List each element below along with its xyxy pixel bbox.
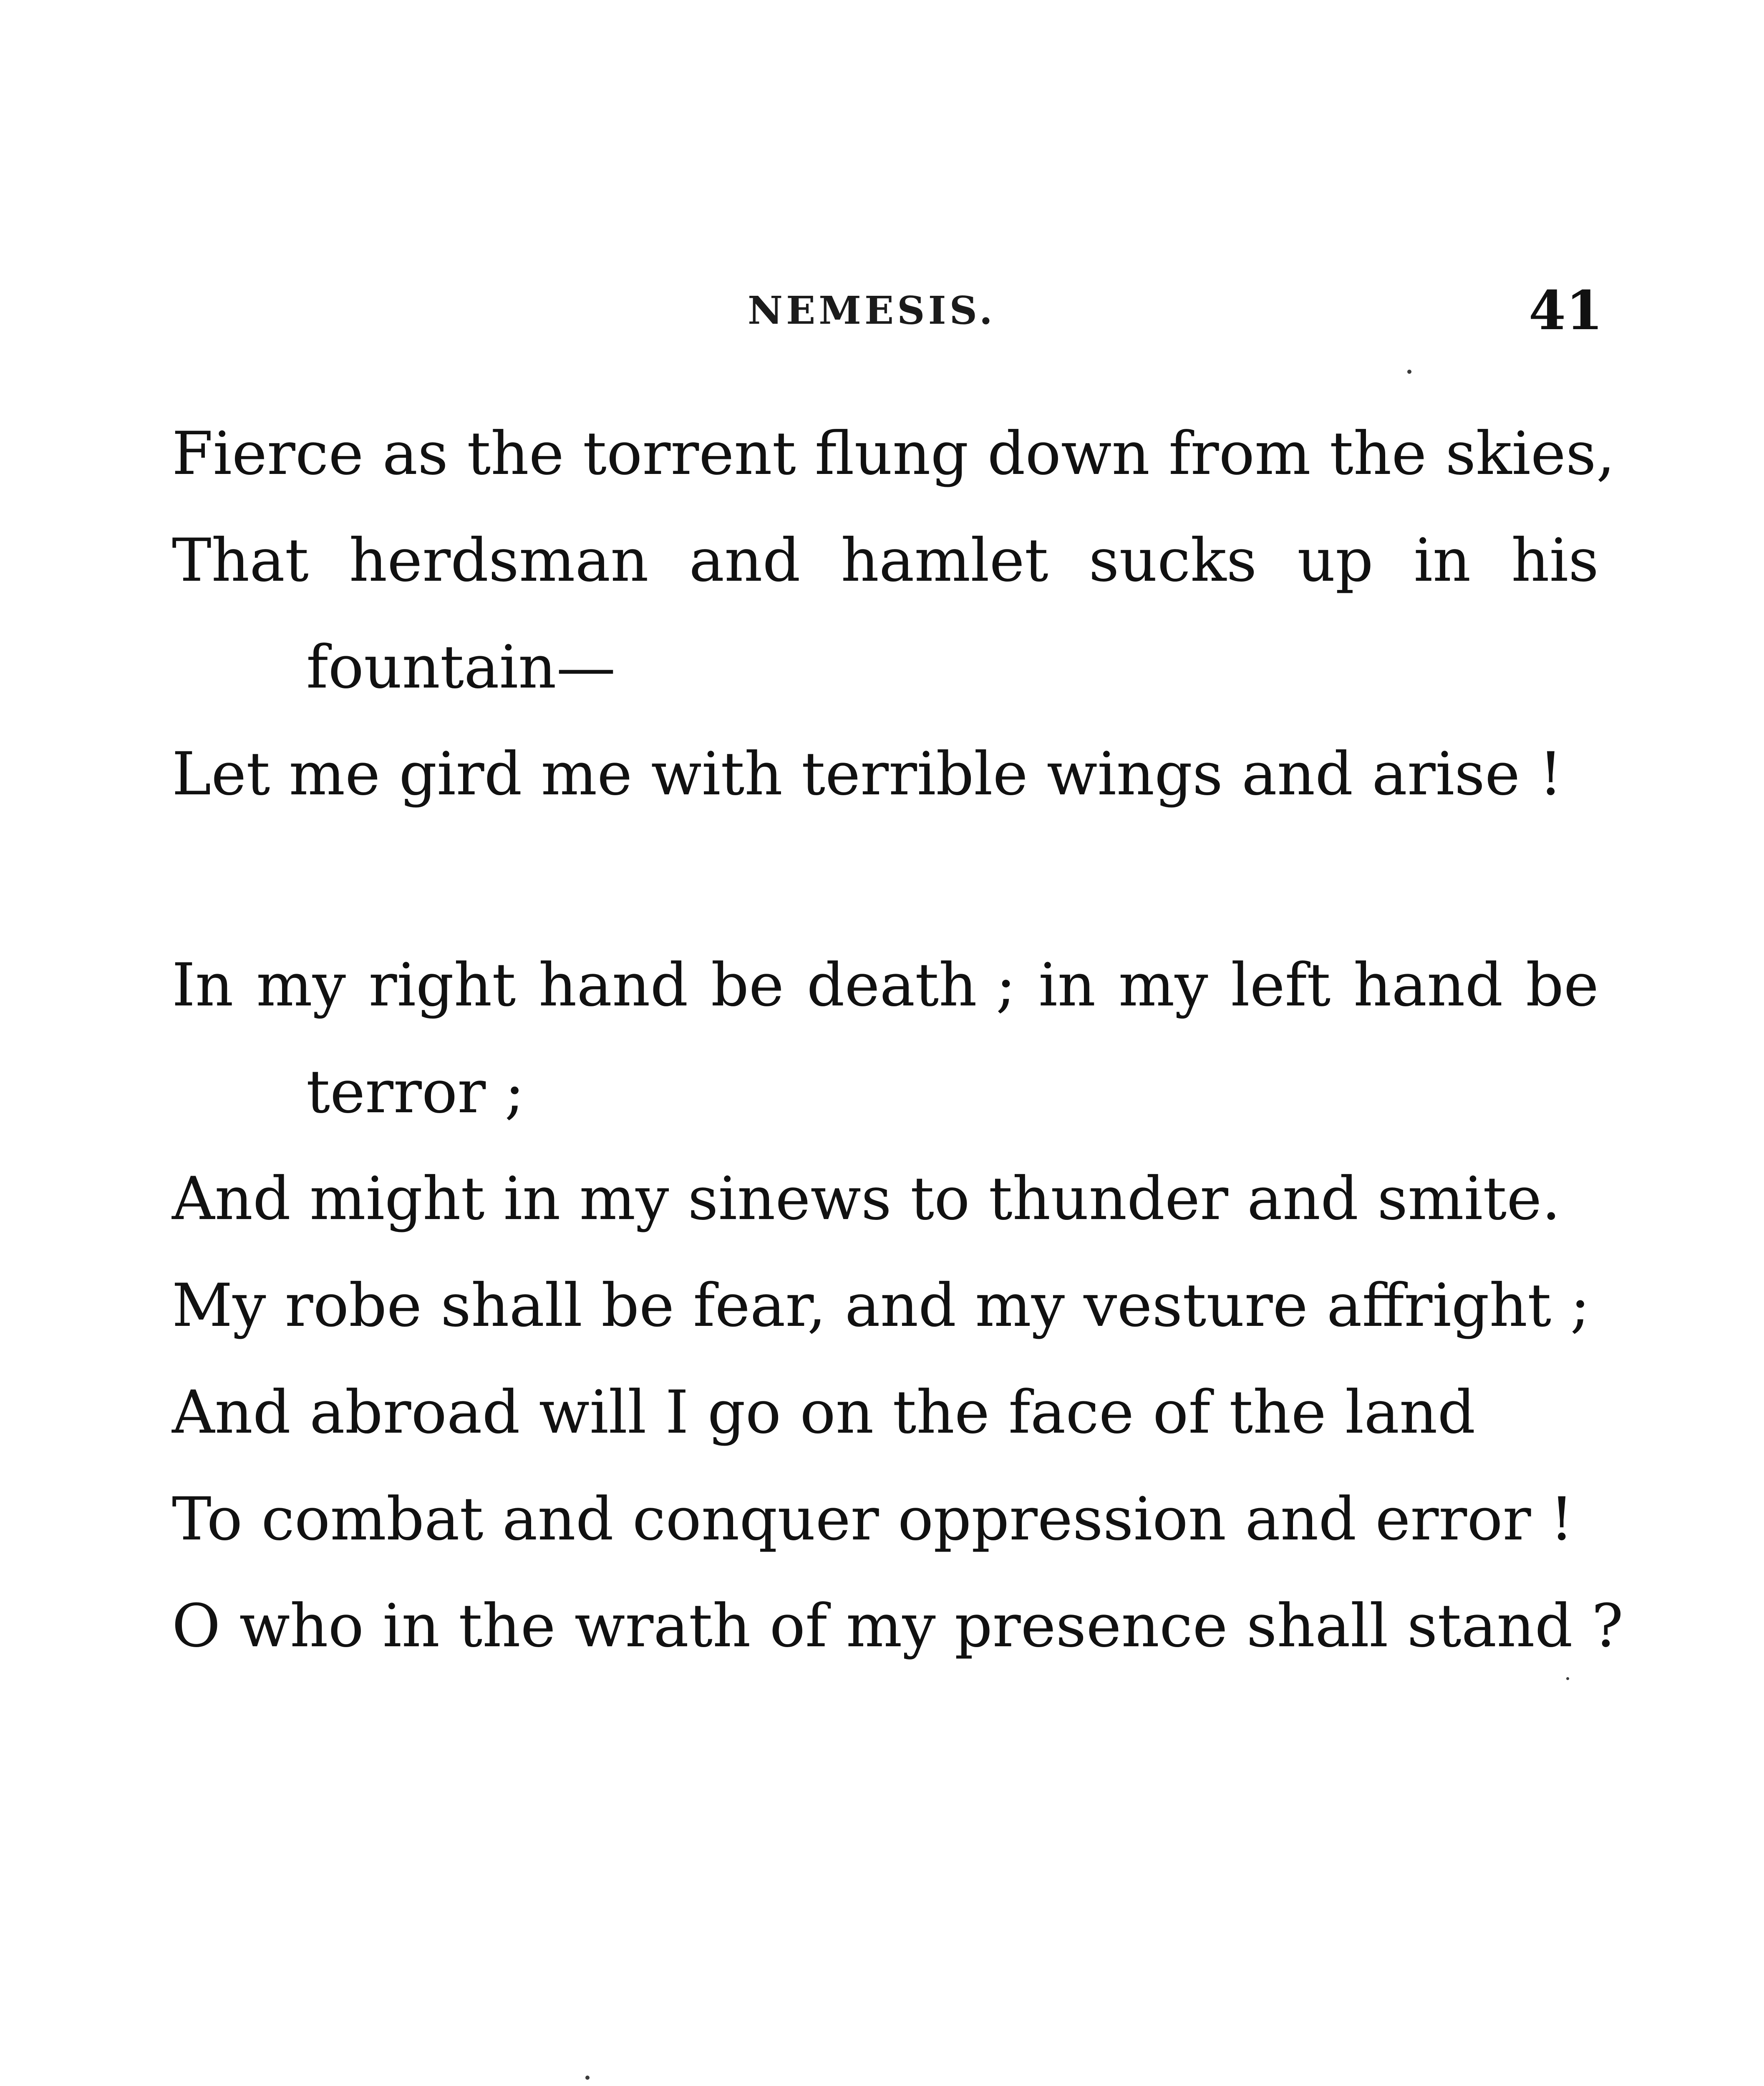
stanza-break	[172, 828, 1599, 932]
poem-body	[172, 401, 1623, 1680]
verse-word: in	[1414, 526, 1471, 595]
verse-word: In	[172, 951, 234, 1020]
verse-word: up	[1297, 526, 1373, 595]
verse-word: my	[1118, 951, 1208, 1020]
verse-word: and	[689, 526, 801, 595]
verse-word: hamlet	[841, 526, 1048, 595]
running-head: NEMESIS.	[748, 288, 996, 333]
page-number: 41	[1528, 280, 1603, 342]
verse-line: To combat and conquer oppression and error !	[172, 1485, 1574, 1554]
verse-line: My robe shall be fear, and my vesture affright ;	[172, 1271, 1590, 1340]
verse-word: right	[368, 951, 516, 1020]
verse-word: in	[1038, 951, 1096, 1020]
verse-word: be	[1526, 951, 1599, 1020]
verse-word: That	[172, 526, 309, 595]
verse-line-continuation: fountain—	[306, 633, 616, 702]
verse-line: O who in the wrath of my presence shall stand ?	[172, 1592, 1623, 1660]
verse-line-justified	[172, 932, 1599, 1039]
verse-word: hand	[538, 951, 688, 1020]
verse-line: And abroad will I go on the face of the land	[172, 1378, 1476, 1447]
verse-word: death ;	[806, 951, 1016, 1020]
stanza-1	[172, 401, 1615, 828]
print-speck	[585, 2076, 590, 2080]
verse-word: herdsman	[349, 526, 649, 595]
verse-word: be	[711, 951, 784, 1020]
verse-line: Let me gird me with terrible wings and arise !	[172, 740, 1563, 809]
stanza-2	[172, 932, 1623, 1680]
verse-line: And might in my sinews to thunder and smite.	[172, 1164, 1561, 1233]
verse-word: his	[1511, 526, 1599, 595]
verse-word: left	[1231, 951, 1331, 1020]
verse-line: Fierce as the torrent flung down from the skies,	[172, 419, 1615, 488]
verse-line-justified	[172, 507, 1599, 614]
verse-word: hand	[1353, 951, 1503, 1020]
verse-line-continuation: terror ;	[306, 1058, 525, 1126]
verse-word: sucks	[1089, 526, 1257, 595]
verse-word: my	[256, 951, 346, 1020]
print-speck	[1407, 370, 1411, 374]
